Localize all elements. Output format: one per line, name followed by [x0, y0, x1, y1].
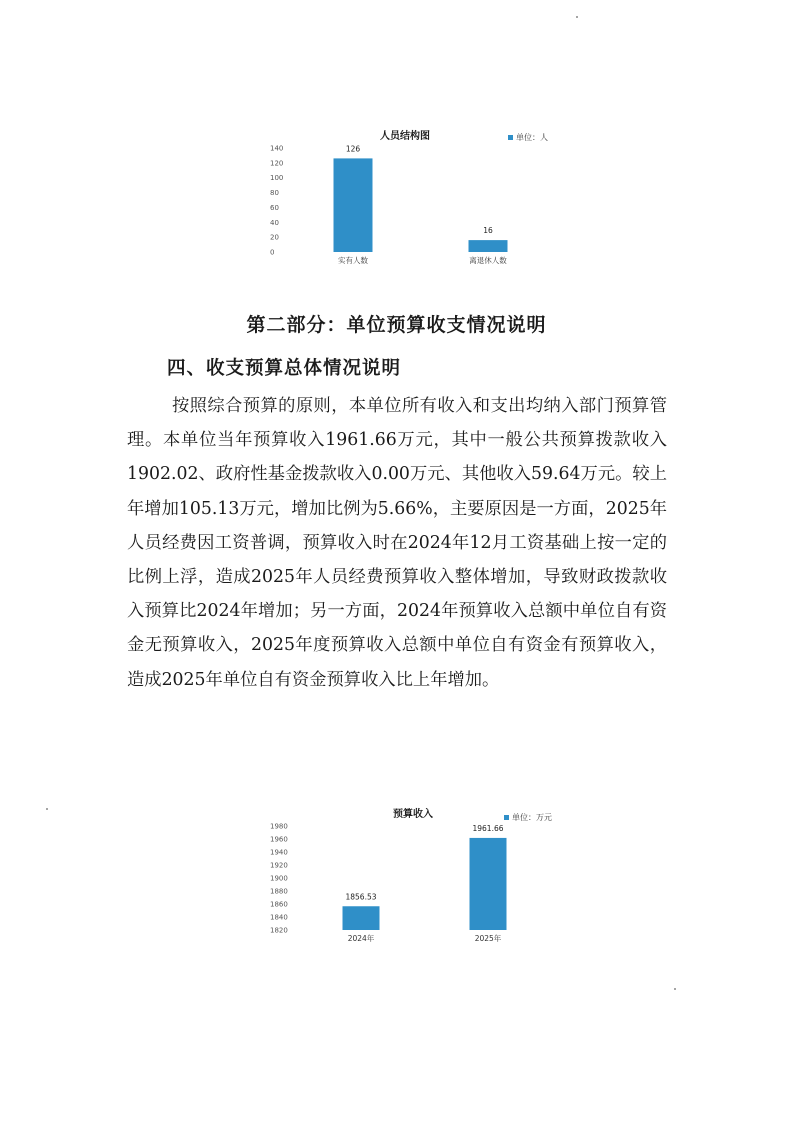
subsection-heading: 四、收支预算总体情况说明	[167, 358, 402, 379]
y-tick-label: 20	[270, 233, 279, 242]
legend-label: 单位：万元	[512, 813, 552, 822]
y-tick-label: 1940	[270, 848, 288, 857]
data-label: 1961.66	[472, 823, 504, 833]
y-tick-label: 80	[270, 189, 279, 198]
legend-label: 单位：人	[516, 133, 548, 142]
category-label: 实有人数	[338, 256, 368, 265]
bar	[469, 240, 508, 252]
chart-legend	[508, 132, 548, 143]
bar	[343, 906, 380, 930]
y-tick-label: 0	[270, 248, 275, 257]
y-tick-label: 140	[270, 144, 284, 153]
chart-title: 预算收入	[393, 809, 433, 820]
budget-income-chart	[268, 800, 568, 950]
category-label: 2025年	[474, 934, 502, 943]
y-tick-label: 1820	[270, 926, 288, 935]
y-tick-label: 60	[270, 203, 279, 212]
legend-swatch	[508, 135, 513, 140]
legend-swatch	[504, 815, 509, 820]
body-paragraph: 按照综合预算的原则，本单位所有收入和支出均纳入部门预算管理。本单位当年预算收入1961.66万元，其中一般公共预算拨款收入1902.02、政府性基金拨款收入0.00万元、其他收入59.64万元。较上年增加105.13万元，增加比例为5.66%，主要原因是一方面，2025年人员经费因工资普调，预算收入时在2024年12月工资基础上按一定的比例上浮，造成2025年人员经费预算收入整体增加，导致财政拨款收入预算比2024年增加；另一方面，2024年预算收入总额中单位自有资金无预算收入，2025年度预算收入总额中单位自有资金有预算收入，造成2025年单位自有资金预算收入比上年增加。	[127, 396, 667, 690]
y-tick-label: 1980	[270, 822, 288, 831]
y-tick-label: 1960	[270, 835, 288, 844]
category-label: 离退休人数	[469, 256, 507, 265]
y-tick-label: 1860	[270, 900, 288, 909]
y-tick-label: 1900	[270, 874, 288, 883]
chart-legend	[504, 812, 552, 823]
category-label: 2024年	[347, 934, 375, 943]
chart-title: 人员结构图	[380, 131, 430, 142]
bar	[334, 158, 373, 252]
y-tick-label: 1920	[270, 861, 288, 870]
scan-speck	[46, 808, 48, 810]
data-label: 126	[345, 144, 361, 154]
bar	[470, 838, 507, 930]
staff-structure-chart	[268, 118, 568, 278]
data-label: 1856.53	[345, 892, 377, 902]
y-tick-label: 1880	[270, 887, 288, 896]
data-label: 16	[483, 226, 493, 236]
scan-speck	[674, 988, 676, 990]
y-tick-label: 120	[270, 159, 284, 168]
y-tick-label: 1840	[270, 913, 288, 922]
y-tick-label: 100	[270, 174, 284, 183]
scan-speck	[576, 16, 578, 18]
section-heading: 第二部分：单位预算收支情况说明	[246, 314, 547, 336]
y-tick-label: 40	[270, 218, 279, 227]
